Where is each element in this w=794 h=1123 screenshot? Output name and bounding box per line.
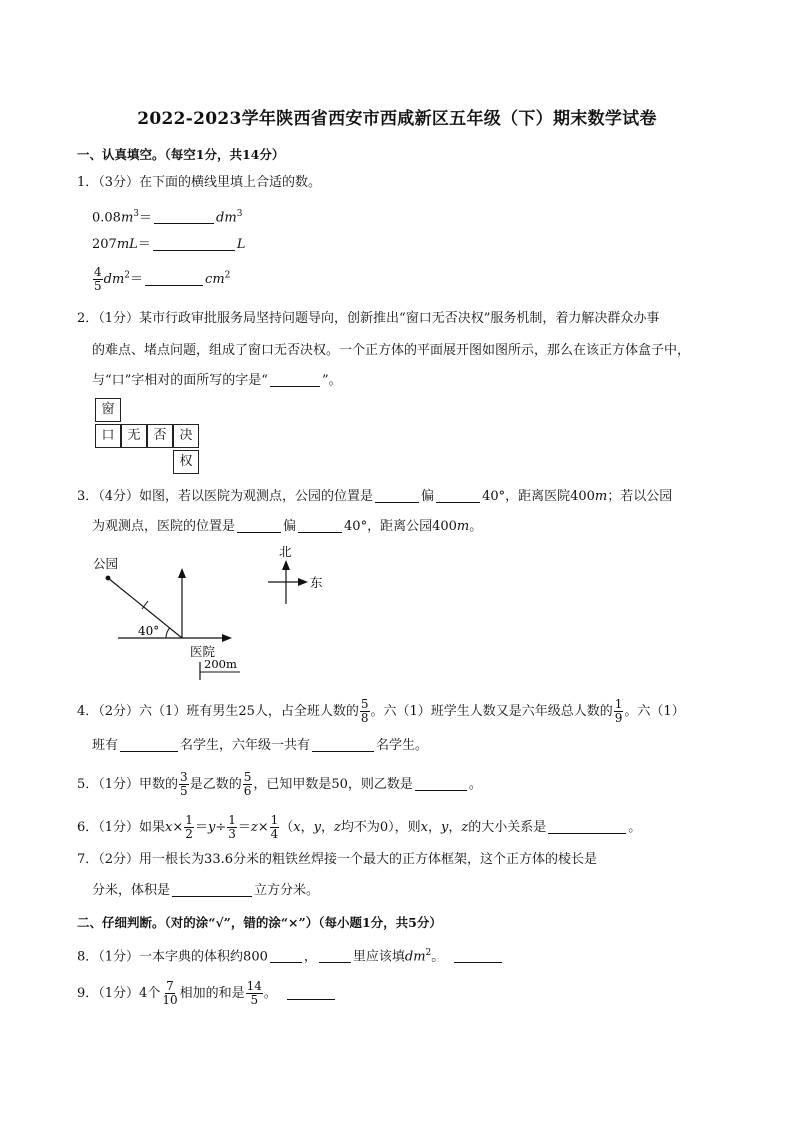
north-label: 北 [279, 544, 292, 559]
section-2-heading: 二、仔细判断。（对的涂“√”，错的涂“×”）（每小题1分，共5分） [77, 915, 442, 930]
q1-item-1: $0.08m^3= dm^3$ [92, 209, 243, 226]
q1-item-3: $\frac{4}{5}$ $dm^2= cm^2$ [94, 265, 231, 293]
q2-line-2: 的难点、堵点问题，组成了窗口无否决权。一个正方体的平面展开图如图所示，那么在该正方体盒子中， [92, 343, 691, 358]
q5-line: 5．（1分）甲数的 $\frac{3}{5}$ 是乙数的 $\frac{5}{6}$ ，已知甲数是50，则乙数是 。 [77, 770, 482, 798]
cube-face-veto: 否 [147, 424, 173, 448]
cube-face-none: 无 [121, 424, 147, 448]
q1-blank-2[interactable] [153, 236, 235, 251]
cube-face-window: 窗 [95, 398, 121, 422]
cube-face-power: 权 [173, 450, 199, 474]
cube-face-mouth: 口 [95, 424, 121, 448]
q3-blank-4[interactable] [298, 518, 342, 533]
q7-line-1: 7．（2分）用一根长为33.6分米的粗铁丝焊接一个最大的正方体框架，这个正方体的棱长是 [77, 852, 597, 867]
compass-east-arrow [298, 578, 308, 586]
east-arrow [222, 634, 232, 642]
q2-blank[interactable] [270, 372, 320, 387]
park-point [106, 576, 111, 581]
q9-answer-blank[interactable] [287, 985, 335, 1000]
scale-label: 200m [204, 657, 237, 671]
q8-line: 8．（1分）一本字典的体积约800 ， 里应该填$dm^2$。 [77, 944, 504, 966]
q8-blank-2[interactable] [319, 948, 351, 963]
compass-north-arrow [282, 560, 290, 570]
q9-line: 9．（1分）4个 $\frac{7}{10}$ 相加的和是 $\frac{14}{5}$ 。 [77, 980, 337, 1007]
q3-line-2: 为观测点，医院的位置是 偏 40°，距离公园400m。 [92, 519, 483, 534]
q3-blank-1[interactable] [375, 488, 419, 503]
q7-line-2: 分米，体积是 立方分米。 [92, 883, 320, 898]
park-label: 公园 [93, 556, 119, 571]
q1-item-2: 207mL＝ L [92, 237, 246, 252]
angle-label: 40° [138, 624, 160, 638]
east-label: 东 [310, 575, 323, 590]
north-arrow [178, 568, 186, 578]
q3-line-1: 3．（4分）如图，若以医院为观测点，公园的位置是 偏 40°，距离医院400m；若以公园 [77, 489, 673, 504]
q4-line-2: 班有 名学生，六年级一共有 名学生。 [92, 738, 429, 753]
q1-stem: 1．（3分）在下面的横线里填上合适的数。 [77, 175, 322, 190]
q6-line: 6．（1分）如果x× $\frac{1}{2}$ ＝y÷ $\frac{1}{3}$ ＝z× $\frac{1}{4}$ （x，y，z均不为0），则x，y，z的大小关系是 。 [77, 813, 642, 841]
q7-blank[interactable] [172, 882, 252, 897]
q1-blank-1[interactable] [154, 209, 214, 224]
q2-line-1: 2．（1分）某市行政审批服务局坚持问题导向，创新推出“窗口无否决权”服务机制，着力解决群众办事 [77, 311, 660, 326]
direction-diagram [80, 540, 340, 685]
q4-line-1: 4．（2分）六（1）班有男生25人，占全班人数的 $\frac{5}{8}$ 。六（1）班学生人数又是六年级总人数的 $\frac{1}{9}$ 。六（1） [77, 697, 685, 725]
q2-line-3: 与“口”字相对的面所写的字是“ ”。 [92, 373, 342, 388]
page-title: 2022-2023学年陕西省西安市西咸新区五年级（下）期末数学试卷 [137, 109, 657, 129]
q6-blank[interactable] [548, 819, 626, 834]
q8-blank-1[interactable] [270, 948, 302, 963]
angle-arc [166, 628, 170, 638]
section-1-heading: 一、认真填空。（每空1分，共14分） [77, 147, 285, 162]
q4-blank-2[interactable] [312, 737, 374, 752]
hospital-label: 医院 [190, 644, 216, 659]
q4-blank-1[interactable] [120, 737, 178, 752]
cube-face-decide: 决 [173, 424, 199, 448]
q8-answer-blank[interactable] [454, 948, 502, 963]
q3-blank-2[interactable] [436, 488, 480, 503]
q3-blank-3[interactable] [237, 518, 281, 533]
q5-blank[interactable] [415, 776, 467, 791]
q1-blank-3[interactable] [145, 271, 203, 286]
